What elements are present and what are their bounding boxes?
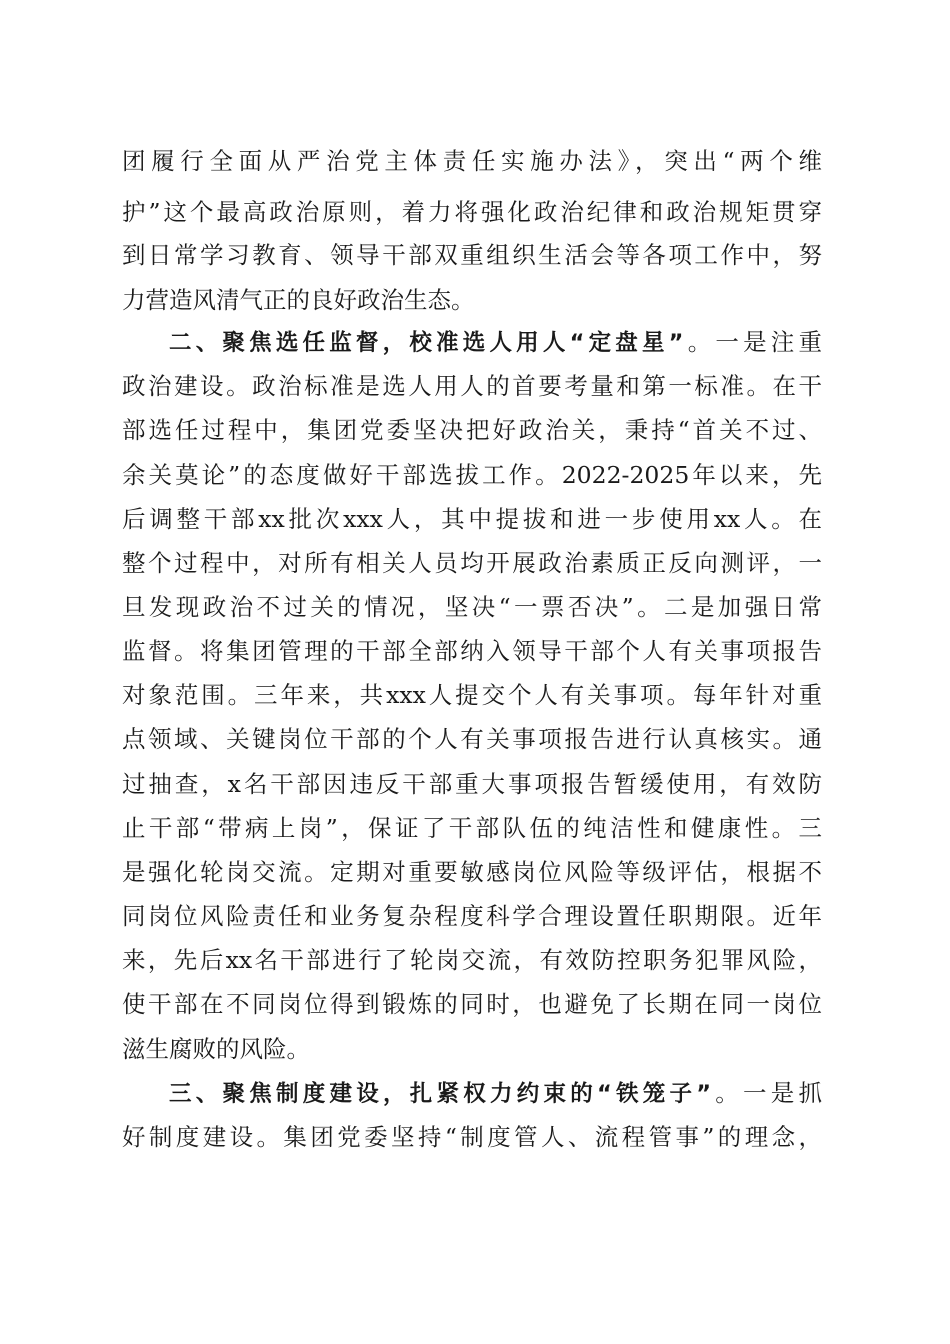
section-2-first-line	[169, 322, 822, 362]
section-2-line: 旦发现政治不过关的情况，坚决“一票否决”。二是加强日常	[122, 593, 822, 621]
section-2-line: 过抽查，x名干部因违反干部重大事项报告暂缓使用，有效防	[122, 770, 822, 798]
paragraph-1-line-4: 力营造风清气正的良好政治生态。	[122, 286, 475, 314]
section-3-line: 好制度建设。集团党委坚持“制度管人、流程管事”的理念，	[122, 1123, 822, 1151]
section-3-heading: 三、聚焦制度建设，扎紧权力约束的“铁笼子”	[169, 1081, 712, 1107]
section-3-first-line-rest: 。一是抓	[711, 1079, 823, 1107]
section-2-line: 对象范围。三年来，共xxx人提交个人有关事项。每年针对重	[122, 681, 822, 709]
section-2-line: 止干部“带病上岗”，保证了干部队伍的纯洁性和健康性。三	[122, 814, 822, 842]
section-2-line: 监督。将集团管理的干部全部纳入领导干部个人有关事项报告	[122, 637, 822, 665]
section-2-line: 滋生腐败的风险。	[122, 1035, 310, 1063]
section-2-line: 政治建设。政治标准是选人用人的首要考量和第一标准。在干	[122, 372, 822, 400]
section-2-line: 部选任过程中，集团党委坚决把好政治关，秉持“首关不过、	[122, 416, 822, 444]
section-2-line: 是强化轮岗交流。定期对重要敏感岗位风险等级评估，根据不	[122, 858, 822, 886]
section-2-heading: 二、聚焦选任监督，校准选人用人“定盘星”	[169, 330, 684, 356]
paragraph-1-line-2: 护”这个最高政治原则，着力将强化政治纪律和政治规矩贯穿	[122, 198, 822, 226]
section-2-line: 点领域、关键岗位干部的个人有关事项报告进行认真核实。通	[122, 725, 822, 753]
paragraph-1-line-3: 到日常学习教育、领导干部双重组织生活会等各项工作中，努	[122, 241, 822, 269]
paragraph-1-line-1: 团履行全面从严治党主体责任实施办法》，突出“两个维	[122, 147, 822, 175]
section-2-first-line-rest: 。一是注重	[683, 328, 823, 356]
section-3-first-line	[169, 1073, 822, 1113]
section-2-line: 来，先后xx名干部进行了轮岗交流，有效防控职务犯罪风险，	[122, 946, 822, 974]
section-2-line: 整个过程中，对所有相关人员均开展政治素质正反向测评，一	[122, 549, 822, 577]
section-2-line: 后调整干部xx批次xxx人，其中提拔和进一步使用xx人。在	[122, 505, 822, 533]
section-2-line: 使干部在不同岗位得到锻炼的同时，也避免了长期在同一岗位	[122, 990, 822, 1018]
section-2-line: 同岗位风险责任和业务复杂程度科学合理设置任职期限。近年	[122, 902, 822, 930]
section-2-line: 余关莫论”的态度做好干部选拔工作。2022-2025年以来，先	[122, 461, 822, 489]
